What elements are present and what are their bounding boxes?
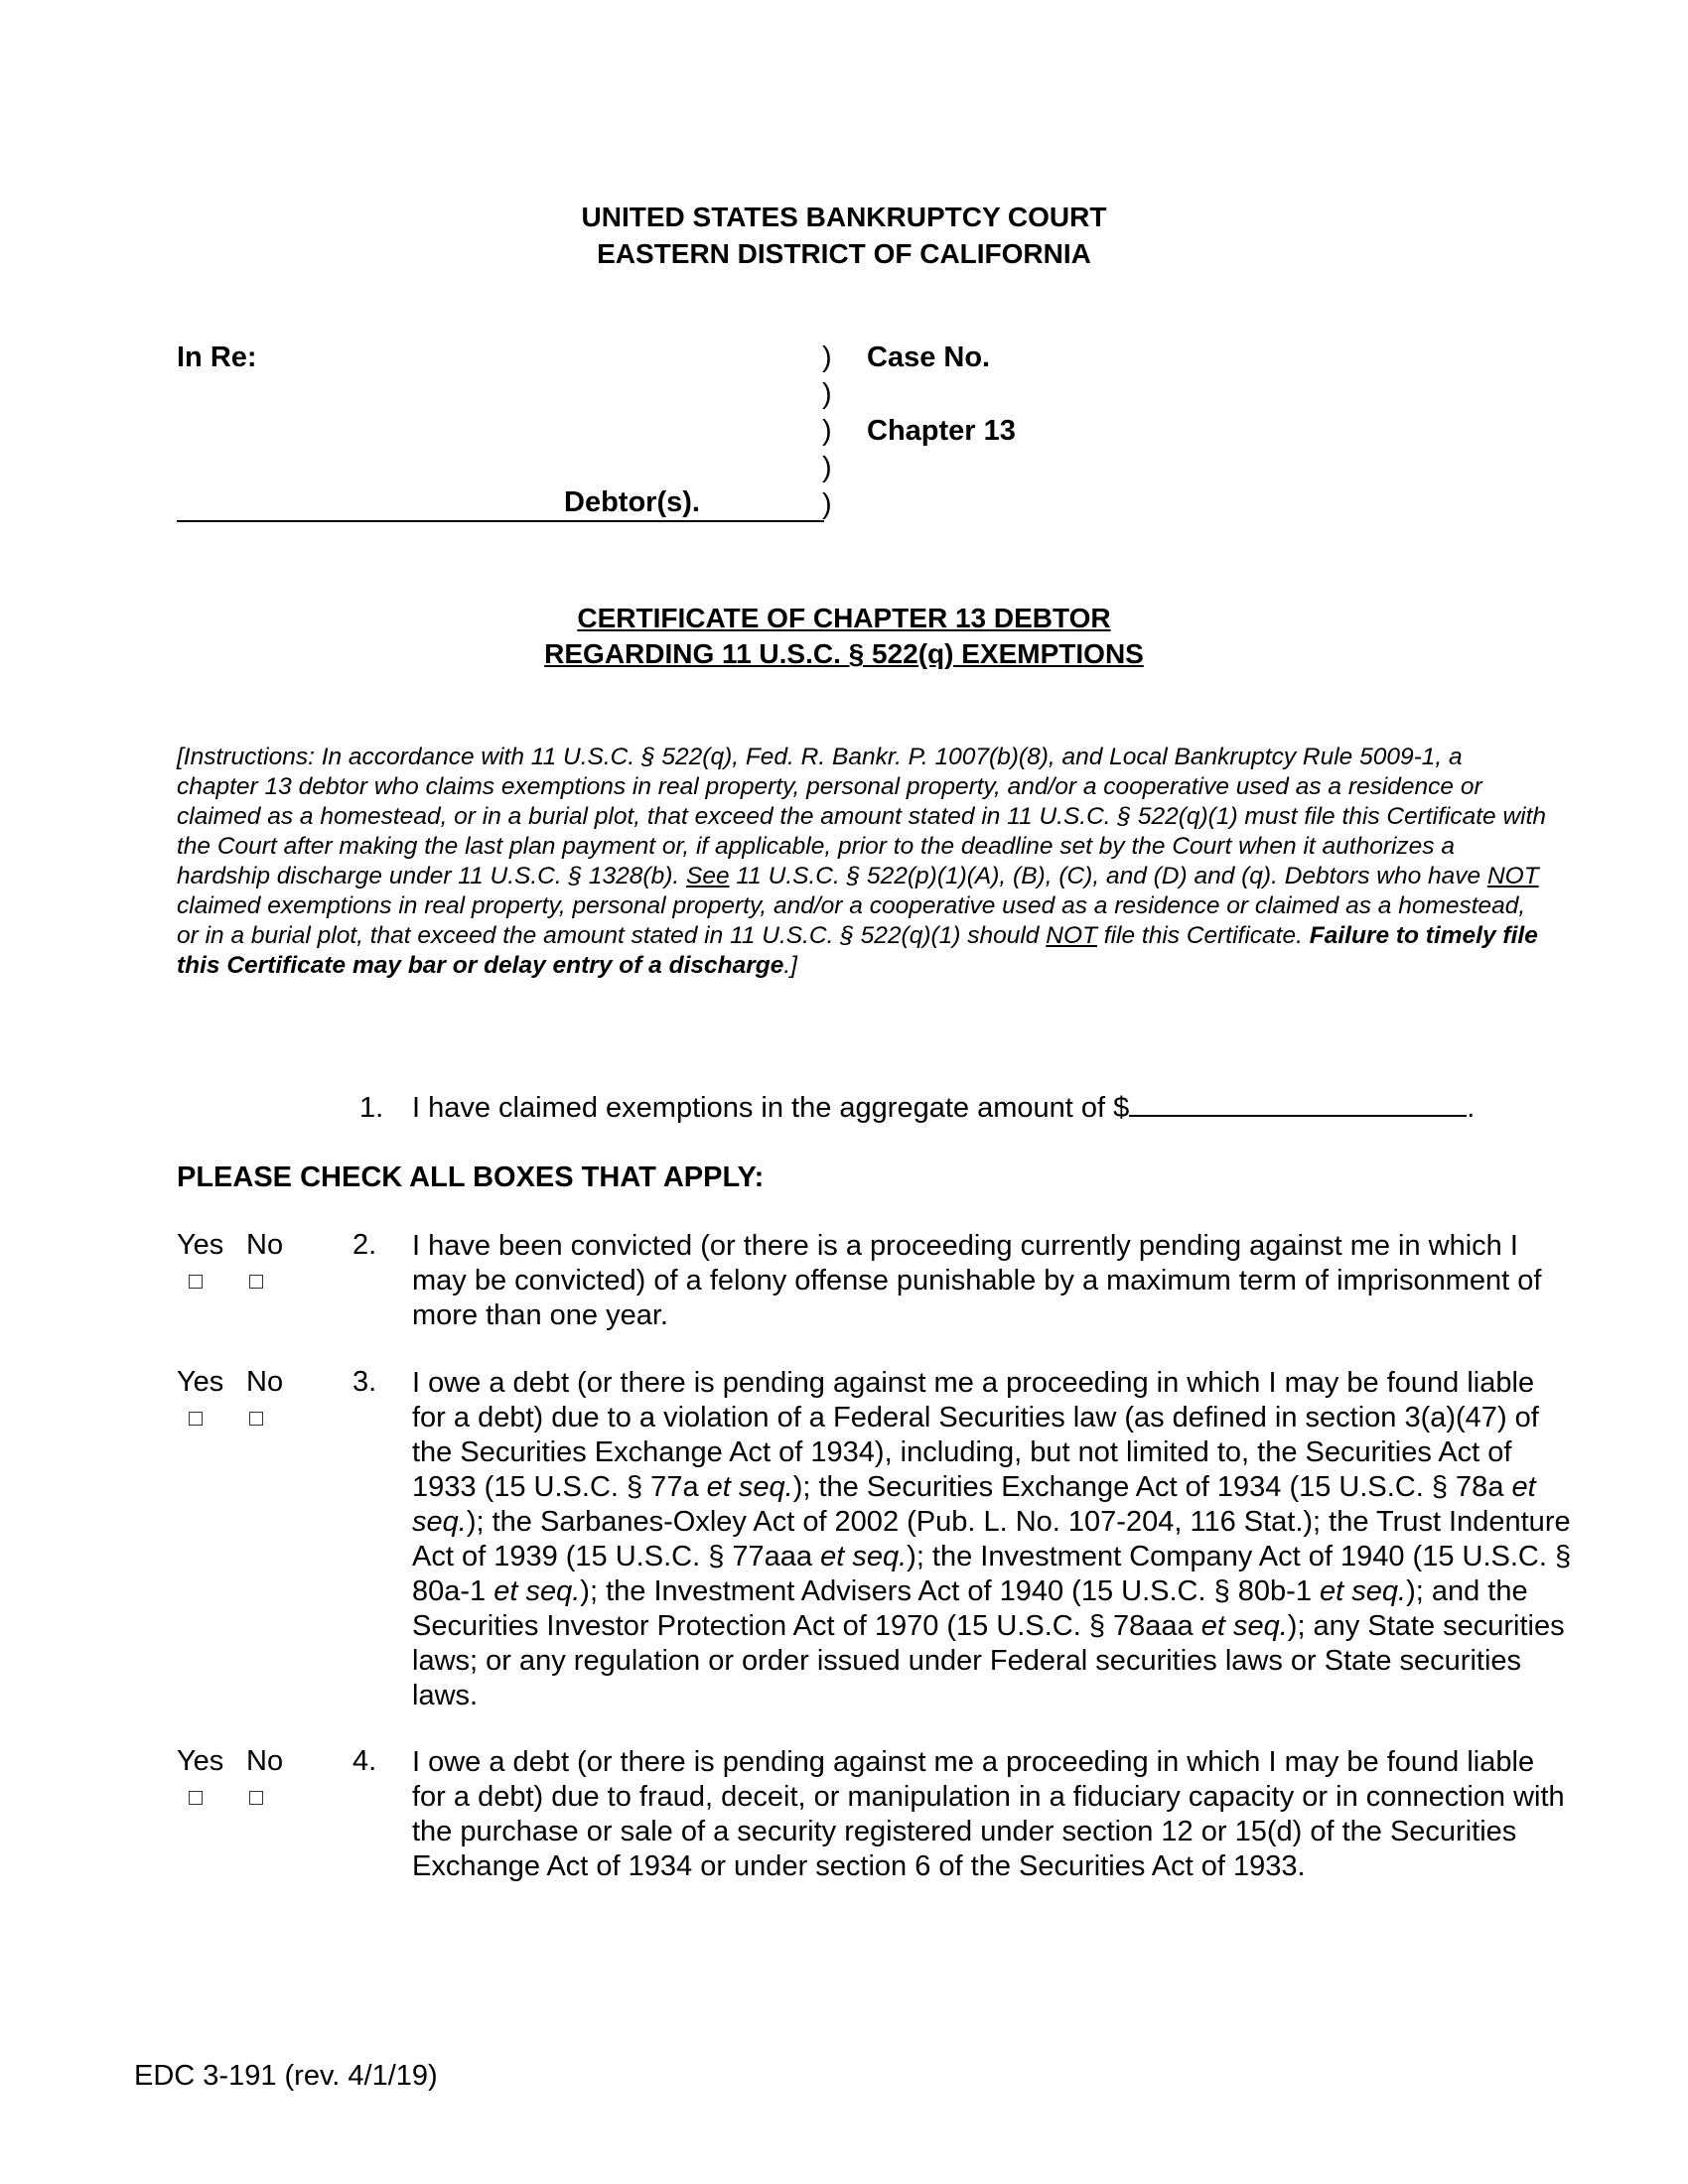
instructions-text: .] xyxy=(783,952,797,979)
court-header xyxy=(0,199,1688,272)
instructions-text: [Instructions: In accordance with 11 U.S.C. § 522(q), Fed. R. Bankr. P. 1007(b)(8), and Local Bankruptcy Rule 5009-1, a chapter 13 debtor who claims exemptions in real property, personal property, and/or a cooperative used as a residence or claimed as a homestead, or in a burial plot, that exceed the amount stated in 11 U.S.C. § 522(q)(1) must file this Certificate with the Court after making the last plan payment or, if applicable, prior to the deadline set by the Court when it authorizes a hardship discharge under 11 U.S.C. § 1328(b). xyxy=(177,744,1547,889)
no-checkbox[interactable] xyxy=(249,1275,263,1289)
caption-paren: ) xyxy=(822,378,832,410)
no-label: No xyxy=(246,1745,284,1777)
instructions-text: 11 U.S.C. § 522(p)(1)(A), (B), (C), and (D) and (q). Debtors who have xyxy=(729,863,1487,889)
yes-label: Yes xyxy=(177,1745,224,1777)
item-3-segment: ); and the Securities Investor Protection Act of 1970 (15 U.S.C. § 78aaa xyxy=(412,1575,1528,1642)
debtor-label: Debtor(s). xyxy=(564,486,700,518)
et-seq: et seq. xyxy=(412,1471,1536,1538)
et-seq: et seq. xyxy=(1320,1575,1407,1607)
check-heading: PLEASE CHECK ALL BOXES THAT APPLY: xyxy=(177,1161,765,1193)
instructions-text: file this Certificate. xyxy=(1096,922,1310,949)
not-emphasis: NOT xyxy=(1046,922,1097,949)
not-emphasis: NOT xyxy=(1486,863,1539,889)
caption-paren: ) xyxy=(822,415,832,447)
no-checkbox[interactable] xyxy=(249,1791,263,1805)
instructions-text: claimed exemptions in real property, personal property, and/or a cooperative used as a residence or claimed as a homestead, or in a burial plot, that exceed the amount stated in 11 U.S.C. § 522(q)(1) should xyxy=(177,892,1526,949)
no-checkbox[interactable] xyxy=(249,1412,263,1426)
et-seq: et seq. xyxy=(706,1471,793,1503)
caption-paren: ) xyxy=(822,452,832,483)
instructions-paragraph xyxy=(177,743,1547,981)
item-3-segment: ); any State securities laws; or any regulation or order issued under Federal securities laws or State securities laws. xyxy=(412,1610,1565,1711)
form-number: EDC 3-191 (rev. 4/1/19) xyxy=(134,2060,438,2092)
title-line-2: REGARDING 11 U.S.C. § 522(q) EXEMPTIONS xyxy=(544,638,1144,669)
debtor-name-line xyxy=(177,520,824,522)
item-3-segment: ); the Securities Exchange Act of 1934 (15 U.S.C. § 78a xyxy=(792,1471,1512,1503)
item-3-segment: ); the Investment Advisers Act of 1940 (15 U.S.C. § 80b-1 xyxy=(580,1575,1321,1607)
court-name: UNITED STATES BANKRUPTCY COURT xyxy=(581,202,1107,232)
no-label: No xyxy=(246,1366,284,1398)
yes-checkbox[interactable] xyxy=(189,1791,203,1805)
title-line-1: CERTIFICATE OF CHAPTER 13 DEBTOR xyxy=(577,603,1111,633)
yes-label: Yes xyxy=(177,1229,224,1261)
yes-checkbox[interactable] xyxy=(189,1412,203,1426)
item-1-period: . xyxy=(1467,1092,1476,1124)
chapter-label: Chapter 13 xyxy=(867,415,1016,447)
item-3-segment: I owe a debt (or there is pending against me a proceeding in which I may be found liable for a debt) due to a violation of a Federal Securities law (as defined in section 3(a)(47) of the Securities Exchange Act of 1934), including, but not limited to, the Securities Act of 1933 (15 U.S.C. § 77a xyxy=(412,1367,1539,1503)
item-2-number: 2. xyxy=(352,1229,377,1261)
item-3-text xyxy=(412,1366,1574,1713)
et-seq: et seq. xyxy=(820,1541,908,1572)
no-label: No xyxy=(246,1229,284,1261)
item-1-number: 1. xyxy=(359,1092,384,1124)
in-re-label: In Re: xyxy=(177,341,257,373)
see-reference: See xyxy=(685,863,730,889)
et-seq: et seq. xyxy=(493,1575,581,1607)
instructions-warning: Failure to timely file this Certificate may bar or delay entry of a discharge xyxy=(177,922,1538,979)
caption-paren: ) xyxy=(822,341,832,373)
yes-checkbox[interactable] xyxy=(189,1275,203,1289)
item-1 xyxy=(412,1092,1475,1125)
item-4-number: 4. xyxy=(352,1745,377,1777)
yes-label: Yes xyxy=(177,1366,224,1398)
item-1-text: I have claimed exemptions in the aggregate amount of $ xyxy=(412,1092,1130,1124)
item-2-text: I have been convicted (or there is a proceeding currently pending against me in which I may be convicted) of a felony offense punishable by a maximum term of imprisonment of more than one year. xyxy=(412,1230,1542,1331)
amount-blank[interactable] xyxy=(1129,1093,1467,1117)
certificate-title xyxy=(0,601,1688,672)
et-seq: et seq. xyxy=(1200,1610,1288,1642)
item-3-segment: ); the Sarbanes-Oxley Act of 2002 (Pub. L. No. 107-204, 116 Stat.); the Trust Indenture Act of 1939 (15 U.S.C. § 77aaa xyxy=(412,1506,1571,1572)
case-no-label: Case No. xyxy=(867,341,991,373)
court-district: EASTERN DISTRICT OF CALIFORNIA xyxy=(597,238,1091,269)
item-4-text: I owe a debt (or there is pending against me a proceeding in which I may be found liable for a debt) due to fraud, deceit, or manipulation in a fiduciary capacity or in connection with the purchase or sale of a security registered under section 12 or 15(d) of the Securities Exchange Act of 1934 or under section 6 of the Securities Act of 1933. xyxy=(412,1746,1565,1882)
item-3-segment: ); the Investment Company Act of 1940 (15 U.S.C. § 80a-1 xyxy=(412,1541,1572,1607)
caption-paren: ) xyxy=(822,488,832,520)
item-3-number: 3. xyxy=(352,1366,377,1398)
